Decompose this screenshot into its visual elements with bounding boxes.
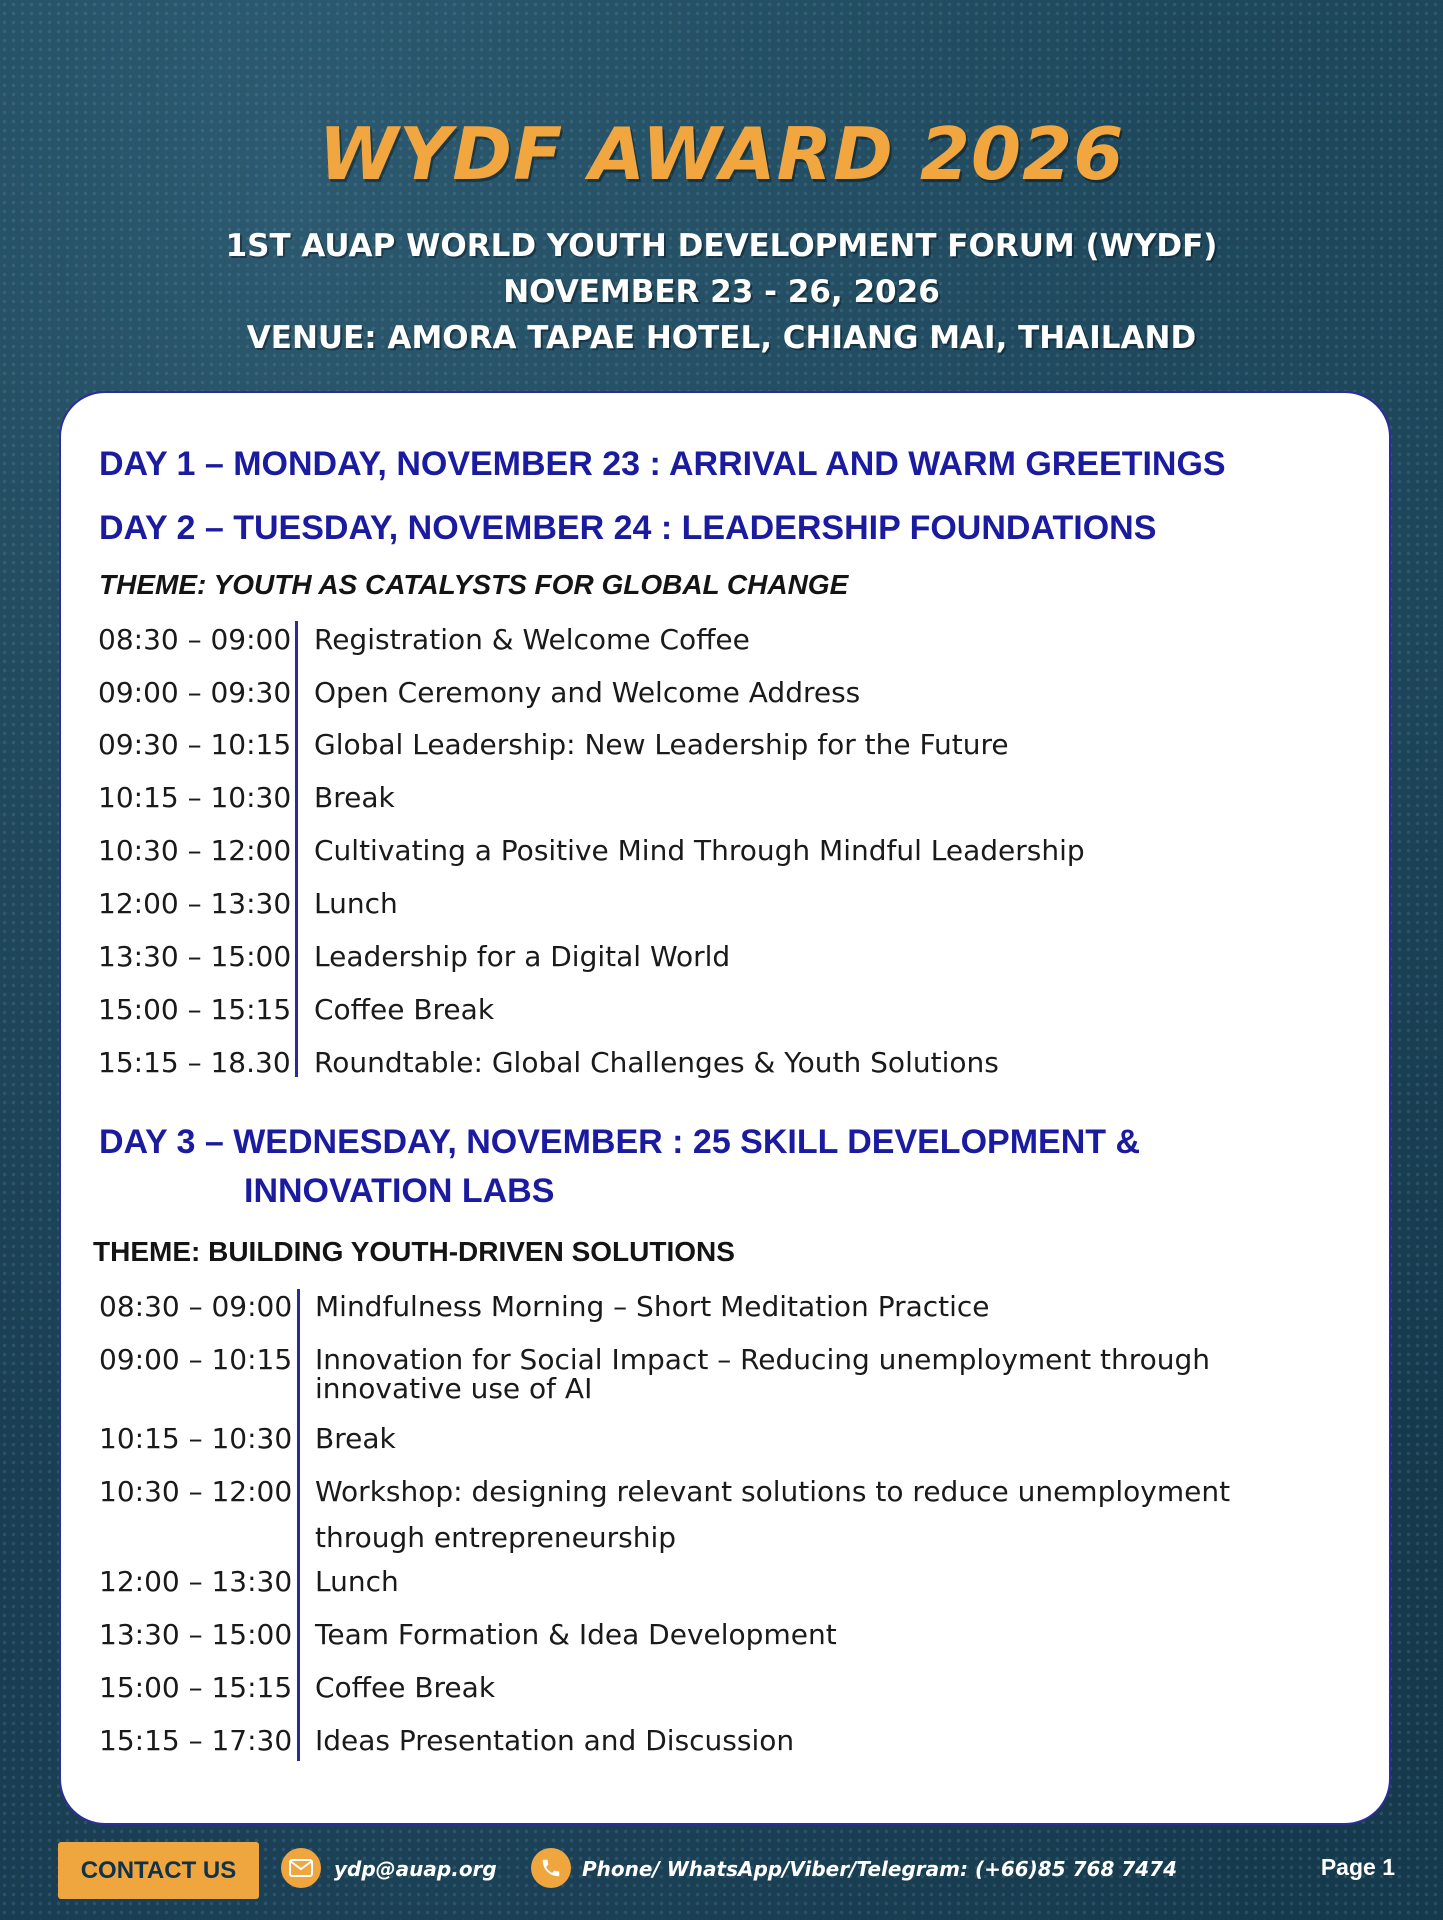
day2-heading: DAY 2 – TUESDAY, NOVEMBER 24 : LEADERSHIP FOUNDATIONS xyxy=(99,509,1157,547)
row-time: 10:15 – 10:30 xyxy=(99,1422,293,1455)
row-time: 10:30 – 12:00 xyxy=(99,1475,293,1508)
row-activity: Coffee Break xyxy=(315,1671,496,1704)
row-time: 09:00 – 09:30 xyxy=(98,676,292,709)
row-time: 15:15 – 18.30 xyxy=(98,1046,291,1079)
contact-phone[interactable]: Phone/ WhatsApp/Viber/Telegram: (+66)85 768 7474 xyxy=(582,1857,1177,1881)
row-activity-continued: through entrepreneurship xyxy=(315,1521,677,1554)
day2-divider xyxy=(295,621,298,1077)
row-activity: Roundtable: Global Challenges & Youth Solutions xyxy=(314,1046,999,1079)
row-activity: Innovation for Social Impact – Reducing unemployment through xyxy=(315,1343,1211,1376)
day3-heading-line2: INNOVATION LABS xyxy=(244,1172,555,1210)
event-venue: VENUE: AMORA TAPAE HOTEL, CHIANG MAI, THAILAND xyxy=(246,320,1197,356)
row-activity: Break xyxy=(315,1422,396,1455)
row-time: 12:00 – 13:30 xyxy=(99,1565,293,1598)
row-activity: Coffee Break xyxy=(314,993,495,1026)
row-activity: Team Formation & Idea Development xyxy=(315,1618,837,1651)
row-activity: Lunch xyxy=(315,1565,399,1598)
page-number: Page 1 xyxy=(1320,1854,1395,1880)
schedule-card xyxy=(59,391,1391,1825)
row-time: 15:15 – 17:30 xyxy=(99,1724,293,1757)
row-activity: Registration & Welcome Coffee xyxy=(314,623,750,656)
day1-heading: DAY 1 – MONDAY, NOVEMBER 23 : ARRIVAL AND WARM GREETINGS xyxy=(99,445,1226,483)
row-activity: Cultivating a Positive Mind Through Mindful Leadership xyxy=(314,834,1085,867)
row-activity: Leadership for a Digital World xyxy=(314,940,731,973)
contact-email[interactable]: ydp@auap.org xyxy=(334,1857,497,1881)
row-time: 08:30 – 09:00 xyxy=(98,623,292,656)
day3-heading-line1: DAY 3 – WEDNESDAY, NOVEMBER : 25 SKILL DEVELOPMENT & xyxy=(99,1123,1141,1161)
row-time: 13:30 – 15:00 xyxy=(99,1618,293,1651)
row-activity: Ideas Presentation and Discussion xyxy=(315,1724,795,1757)
main-title: WYDF AWARD 2026 xyxy=(318,112,1125,196)
row-activity: Open Ceremony and Welcome Address xyxy=(314,676,861,709)
row-activity: Break xyxy=(314,781,395,814)
row-activity: Global Leadership: New Leadership for the Future xyxy=(314,728,1009,761)
row-time: 12:00 – 13:30 xyxy=(98,887,292,920)
row-time: 09:00 – 10:15 xyxy=(99,1343,293,1376)
row-time: 10:15 – 10:30 xyxy=(98,781,292,814)
day2-theme: THEME: YOUTH AS CATALYSTS FOR GLOBAL CHANGE xyxy=(99,569,849,600)
phone-icon xyxy=(531,1848,571,1888)
row-time: 13:30 – 15:00 xyxy=(98,940,292,973)
row-time: 15:00 – 15:15 xyxy=(99,1671,293,1704)
day3-theme: THEME: BUILDING YOUTH-DRIVEN SOLUTIONS xyxy=(93,1236,735,1267)
row-activity-continued: innovative use of AI xyxy=(315,1372,593,1405)
day3-divider xyxy=(297,1289,300,1761)
row-activity: Mindfulness Morning – Short Meditation Practice xyxy=(315,1290,990,1323)
email-icon xyxy=(281,1848,321,1888)
row-time: 15:00 – 15:15 xyxy=(98,993,292,1026)
event-dates: NOVEMBER 23 - 26, 2026 xyxy=(503,274,940,310)
row-time: 08:30 – 09:00 xyxy=(99,1290,293,1323)
forum-subtitle: 1ST AUAP WORLD YOUTH DEVELOPMENT FORUM (WYDF) xyxy=(225,228,1218,264)
row-time: 09:30 – 10:15 xyxy=(98,728,292,761)
row-activity: Lunch xyxy=(314,887,398,920)
row-time: 10:30 – 12:00 xyxy=(98,834,292,867)
row-activity: Workshop: designing relevant solutions to reduce unemployment xyxy=(315,1475,1231,1508)
contact-us-button[interactable]: CONTACT US xyxy=(58,1842,259,1899)
